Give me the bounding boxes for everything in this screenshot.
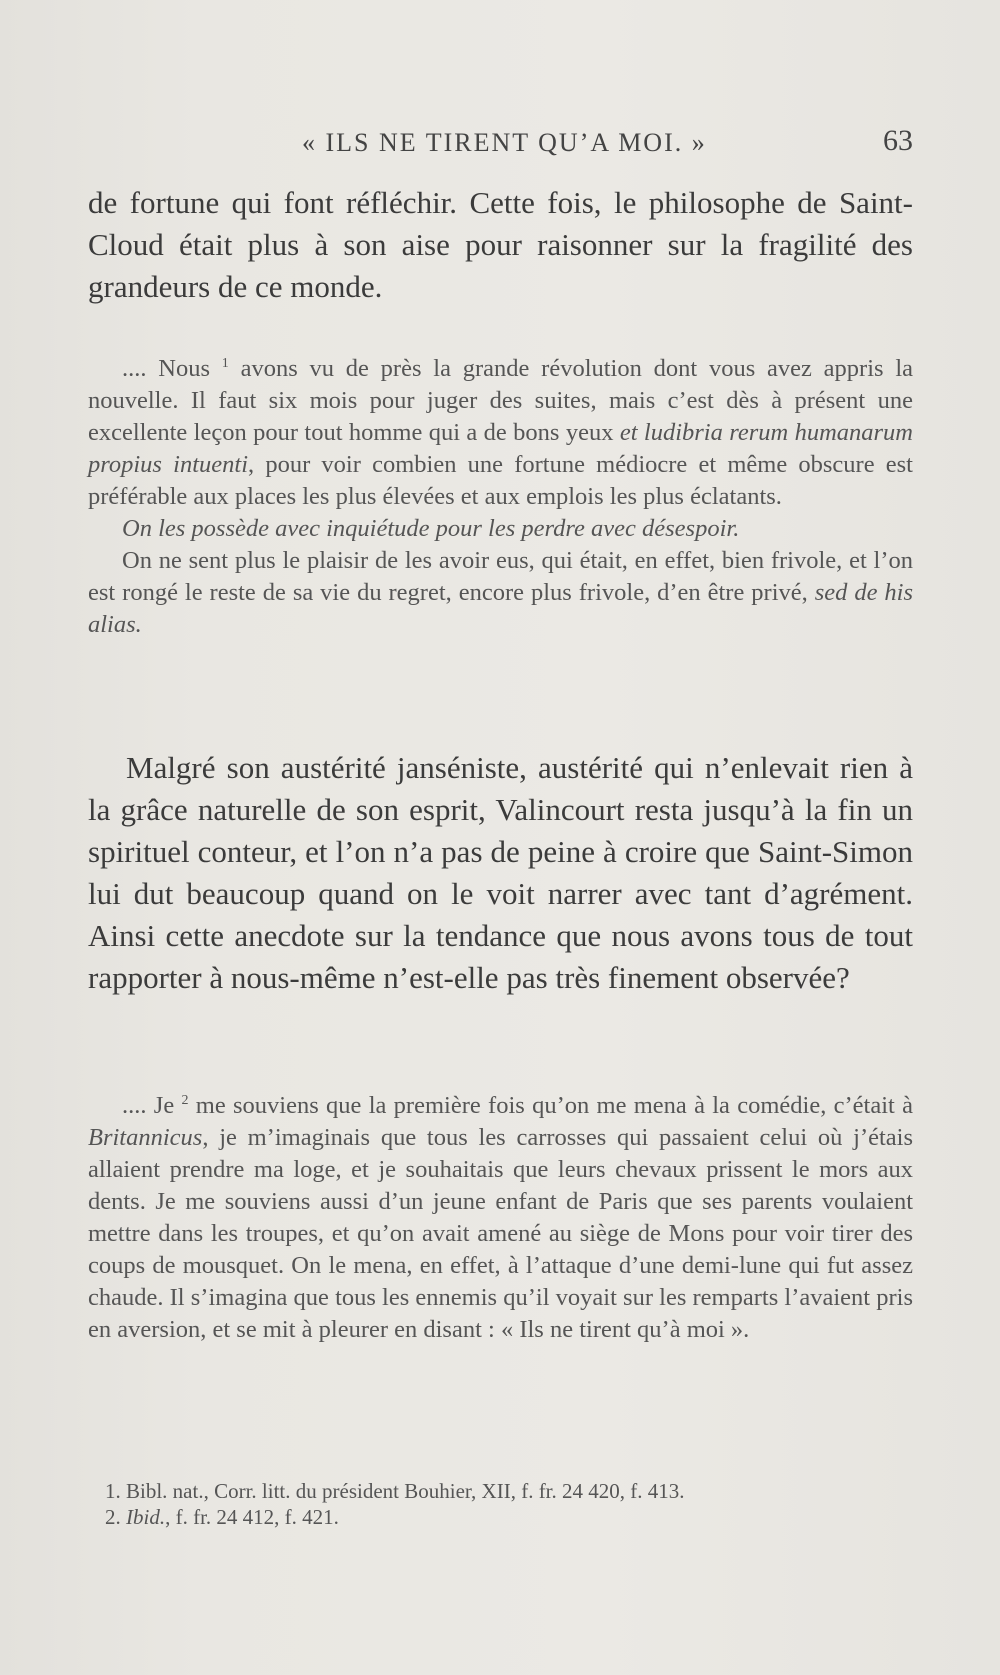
quotation-2-text-a: me souviens que la première fois qu’on me mena à la comédie, c’était à bbox=[188, 1092, 913, 1120]
footnote-2-ibid: Ibid. bbox=[126, 1505, 166, 1529]
quotation-1-text-b: , pour voir combien une fortune médiocre et même obscure est préférable aux places les plus élevées et aux emplois les plus éclatants. bbox=[88, 451, 913, 511]
quotation-2-lead: .... Je bbox=[122, 1092, 175, 1120]
footnotes bbox=[105, 1478, 905, 1530]
quotation-1-conclusion bbox=[88, 545, 913, 641]
latin-closing: sed de his alias. bbox=[88, 579, 914, 639]
quotation-2-text-b: , je m’imaginais que tous les carrosses qui passaient celui où j’étais allaient prendre ma loge, et je souhaitais que leurs chevaux prissent le mors aux dents. Je me souviens aussi d’un jeune enfant de Paris que ses parents voulaient mettre dans les troupes, et qu’on avait amené au siège de Mons pour voir tirer des coups de mousquet. On le mena, en effet, à l’attaque d’une demi-lune qui fut assez chaude. Il s’imagina que tous les ennemis qu’il voyait sur les remparts l’avaient pris en aversion, et se mit à pleurer en disant : « Ils ne tirent qu’à moi ». bbox=[88, 1124, 913, 1344]
page-number: 63 bbox=[883, 124, 913, 157]
quotation-1-text-c: On ne sent plus le plaisir de les avoir eus, qui était, en effet, bien frivole, et l’on est rongé le reste de sa vie du regret, encore plus frivole, d’en être privé, bbox=[88, 547, 913, 607]
footnote-2-reference: , f. fr. 24 412, f. 421. bbox=[165, 1505, 339, 1529]
footnote-2-number: 2. bbox=[105, 1505, 126, 1529]
footnote-2 bbox=[105, 1504, 905, 1530]
quotation-1-lead: .... Nous bbox=[122, 355, 211, 383]
running-title: « ILS NE TIRENT QU’A MOI. » bbox=[302, 128, 707, 157]
quotation-2 bbox=[88, 1085, 913, 1346]
quotation-1-body bbox=[88, 348, 913, 513]
latin-phrase: et ludibria rerum humanarum propius intuenti bbox=[88, 419, 913, 479]
page-header bbox=[88, 124, 913, 168]
footnote-ref-1[interactable]: 1 bbox=[221, 356, 229, 371]
quotation-1-italic-line bbox=[88, 513, 913, 545]
footnote-ref-2[interactable]: 2 bbox=[181, 1093, 189, 1108]
paragraph-continuation: de fortune qui font réfléchir. Cette fois, le philosophe de Saint-Cloud était plus à son aise pour raisonner sur la fragilité des grandeurs de ce monde. bbox=[88, 185, 913, 304]
play-title: Britannicus bbox=[88, 1124, 203, 1152]
italic-maxim: On les possède avec inquiétude pour les perdre avec désespoir. bbox=[122, 515, 740, 543]
quotation-1-text-a: avons vu de près la grande révolution dont vous avez appris la nouvelle. Il faut six mois pour juger des suites, mais c’est dès à présent une excellente leçon pour tout homme qui a de bons yeux bbox=[88, 355, 914, 447]
footnote-1: 1. Bibl. nat., Corr. litt. du président Bouhier, XII, f. fr. 24 420, f. 413. bbox=[105, 1479, 685, 1503]
quotation-1 bbox=[88, 348, 913, 641]
paragraph-main: Malgré son austérité janséniste, austérité qui n’enlevait rien à la grâce naturelle de son esprit, Valincourt resta jusqu’à la fin un spirituel conteur, et l’on n’a pas de peine à croire que Saint-Simon lui dut beaucoup quand on le voit narrer avec tant d’agrément. Ainsi cette anecdote sur la tendance que nous avons tous de tout rapporter à nous-même n’est-elle pas très finement observée? bbox=[88, 750, 913, 995]
